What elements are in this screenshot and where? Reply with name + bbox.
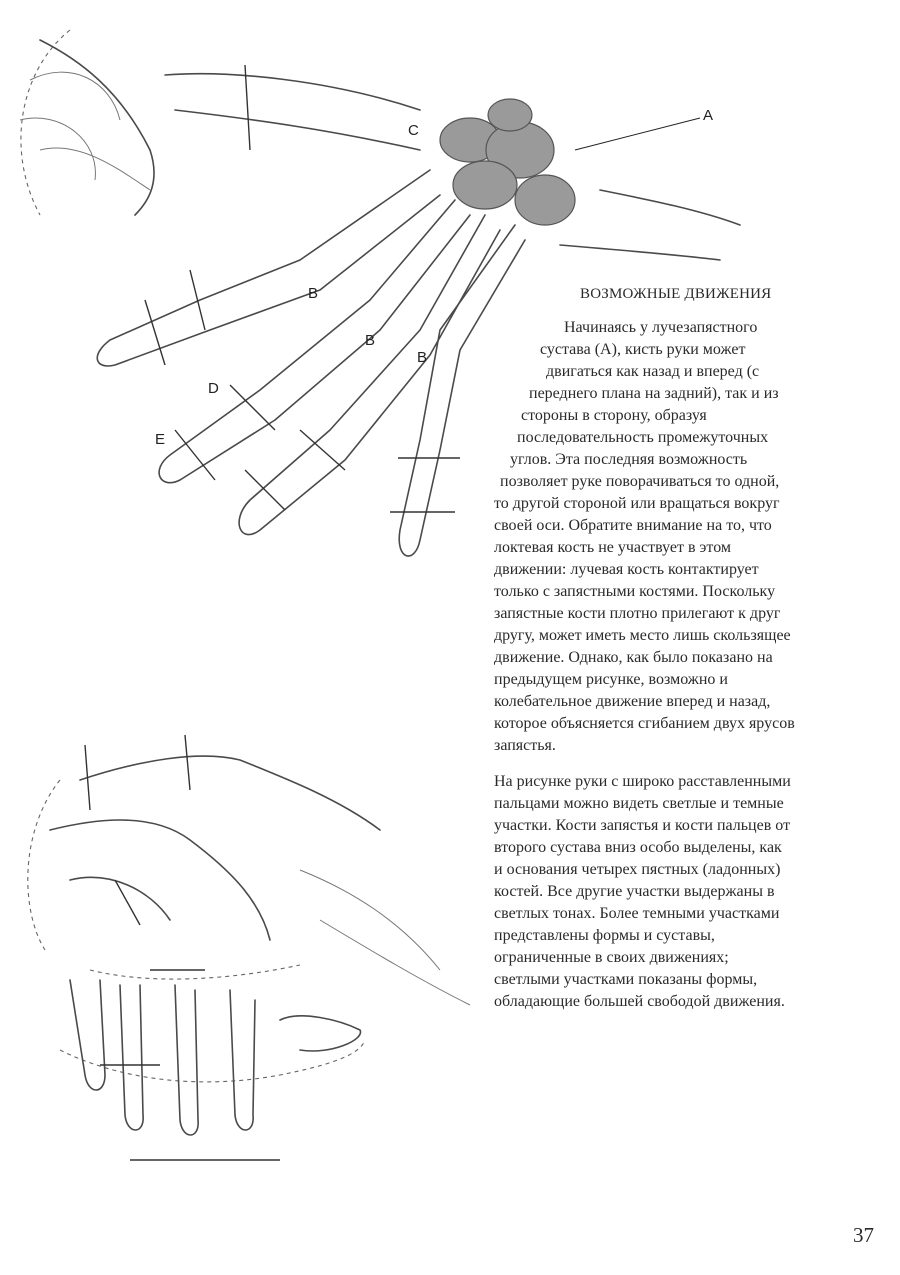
text-line: ограниченные в своих движениях;	[494, 949, 729, 966]
text-line: то другой стороной или вращаться вокруг	[494, 495, 780, 512]
text-line: представлены формы и суставы,	[494, 927, 715, 944]
label-c: C	[408, 122, 419, 139]
text-line: углов. Эта последняя возможность	[510, 451, 748, 468]
text-line: Начинаясь у лучезапястного	[564, 319, 758, 336]
text-line: двигаться как назад и вперед (с	[546, 363, 760, 380]
label-d: D	[208, 380, 219, 397]
text-line: обладающие большей свободой движения.	[494, 993, 785, 1010]
text-line: колебательное движение вперед и назад,	[494, 693, 771, 710]
hand-movement-illustration	[0, 720, 500, 1190]
text-line: движение. Однако, как было показано на	[494, 649, 773, 666]
text-line: предыдущем рисунке, возможно и	[494, 671, 728, 688]
text-line: другу, может иметь место лишь скользящее	[494, 627, 791, 644]
label-b: B	[365, 332, 376, 349]
text-line: запястья.	[494, 737, 556, 754]
text-line: переднего плана на задний), так и из	[529, 385, 779, 402]
text-line: только с запястными костями. Поскольку	[494, 583, 776, 600]
text-line: позволяет руке поворачиваться то одной,	[500, 473, 780, 490]
text-line: светлых тонах. Более темными участками	[494, 905, 780, 922]
text-line: движении: лучевая кость контактирует	[494, 561, 759, 578]
text-line: светлыми участками показаны формы,	[494, 971, 758, 988]
page-number: 37	[853, 1223, 874, 1247]
text-line: пальцами можно видеть светлые и темные	[494, 795, 784, 812]
text-line: сустава (А), кисть руки может	[540, 341, 746, 358]
label-e: E	[155, 431, 166, 448]
label-b: B	[417, 349, 428, 366]
text-line: участки. Кости запястья и кости пальцев от	[494, 817, 791, 834]
text-line: и основания четырех пястных (ладонных)	[494, 861, 781, 878]
text-line: стороны в сторону, образуя	[521, 407, 707, 424]
text-line: локтевая кость не участвует в этом	[494, 539, 732, 556]
label-b: B	[308, 285, 319, 302]
label-a: A	[703, 107, 714, 124]
text-line: которое объясняется сгибанием двух ярусов	[494, 715, 795, 732]
text-line: последовательность промежуточных	[517, 429, 769, 446]
text-line: запястные кости плотно прилегают к друг	[494, 605, 781, 622]
text-line: второго сустава вниз особо выделены, как	[494, 839, 782, 856]
text-line: На рисунке руки с широко расставленными	[494, 773, 791, 790]
section-heading: ВОЗМОЖНЫЕ ДВИЖЕНИЯ	[580, 286, 772, 302]
text-line: своей оси. Обратите внимание на то, что	[494, 517, 772, 534]
text-line: костей. Все другие участки выдержаны в	[494, 883, 775, 900]
